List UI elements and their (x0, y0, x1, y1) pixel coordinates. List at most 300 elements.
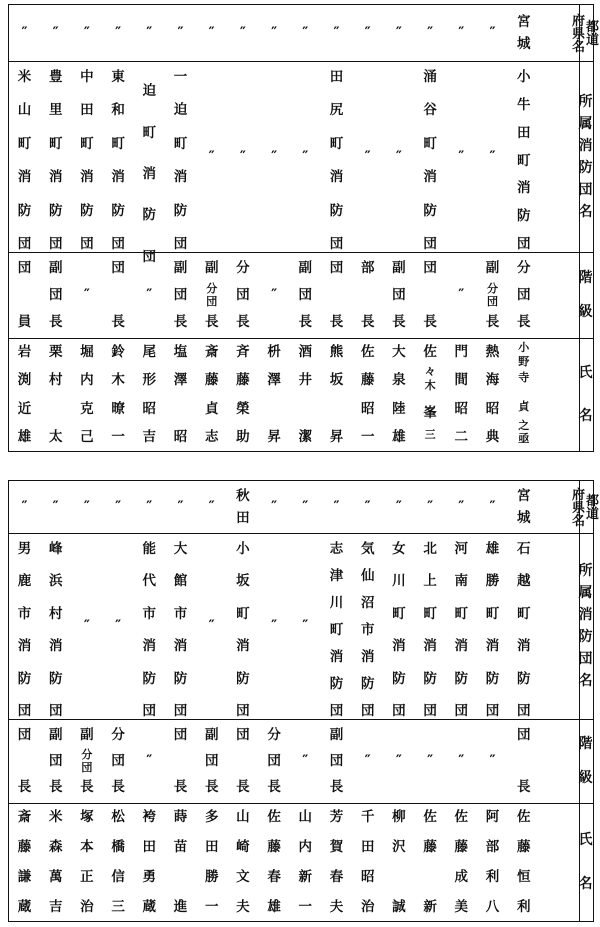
cell-char: 河 (454, 541, 469, 557)
cell-char: 坂 (236, 573, 250, 590)
header-pref-char: 都 (586, 20, 600, 35)
table-2 (8, 480, 600, 922)
ditto-mark: ″ (239, 148, 246, 165)
cell-char: 山 (17, 102, 32, 119)
cell-char: 町 (392, 605, 406, 622)
cell-char: 内 (80, 372, 94, 389)
header-unit-char: 団 (578, 181, 593, 198)
cell-char: 団 (48, 703, 63, 719)
cell-char: 町 (111, 135, 125, 152)
cell-char: 防 (423, 202, 437, 219)
ditto-mark: ″ (52, 25, 59, 41)
cell-char: 栗 (48, 344, 63, 360)
cell-char: 田 (236, 510, 250, 526)
cell-char: 昭 (142, 400, 157, 417)
cell-char: 副 (485, 260, 500, 276)
header-unit (579, 61, 592, 252)
cell-char: 防 (423, 670, 437, 687)
header-pref (571, 487, 600, 529)
cell-char: 昇 (267, 429, 281, 445)
cell-char: 佐 (516, 809, 531, 825)
cell-char: 消 (173, 169, 188, 186)
cell-char: 々 (424, 365, 436, 379)
cell-char: 松 (111, 809, 125, 825)
header-pref-char: 府 (571, 13, 585, 29)
cell-char: 団 (142, 703, 157, 719)
ditto-mark: ″ (115, 618, 122, 634)
cell-char: 団 (360, 703, 375, 719)
row-divider (9, 533, 593, 534)
cell-char: 団 (17, 236, 32, 252)
cell-char: 消 (516, 180, 531, 197)
cell-char: 長 (329, 314, 344, 330)
cell-char: 消 (423, 638, 437, 655)
cell-char: 川 (392, 573, 406, 590)
cell-char: 町 (48, 135, 63, 152)
cell-char: 利 (516, 899, 531, 915)
cell-char: 長 (111, 314, 125, 330)
header-unit-char: 属 (578, 585, 593, 601)
cell-char: 沢 (392, 839, 406, 855)
cell-char: 部 (360, 260, 375, 276)
ditto-mark: ″ (333, 499, 340, 515)
cell-char: 多 (204, 809, 219, 825)
header-name-char: 名 (578, 408, 593, 424)
cell-char: 山 (236, 809, 250, 825)
header-unit-char: 防 (578, 629, 593, 645)
cell-char: 田 (80, 102, 94, 119)
cell-char: 団 (329, 753, 344, 769)
ditto-mark: ″ (458, 148, 465, 165)
cell-char: 町 (173, 135, 188, 152)
cell-char: 長 (516, 314, 531, 330)
cell-char: 斉 (236, 344, 250, 360)
cell-char: 代 (142, 573, 157, 590)
header-unit-char: 防 (578, 159, 593, 176)
cell-char: 長 (173, 314, 188, 330)
cell-char: 春 (267, 869, 281, 885)
header-unit-char: 消 (578, 137, 593, 154)
header-pref-char: 県 (571, 26, 585, 42)
cell-char: 芳 (329, 809, 344, 825)
cell-char: 町 (142, 124, 157, 141)
cell-char: 阿 (485, 809, 500, 825)
cell-char: 助 (236, 429, 250, 445)
ditto-mark: ″ (271, 499, 278, 515)
cell-char: 和 (111, 102, 125, 119)
cell-char: 尾 (142, 344, 157, 360)
ditto-mark: ″ (115, 25, 122, 41)
cell-char: 克 (80, 400, 94, 417)
cell-char: 長 (329, 779, 344, 795)
cell-char: 木 (424, 379, 436, 393)
cell-char: 分 (206, 282, 218, 295)
cell-char: 吉 (142, 429, 157, 445)
cell-char: 気 (360, 541, 375, 557)
cell-char: 市 (360, 622, 375, 638)
cell-char: 長 (204, 314, 219, 330)
cell-char: 長 (48, 779, 63, 795)
header-unit-char: 属 (578, 115, 593, 132)
cell-char: 熱 (485, 344, 500, 360)
cell-char: 分 (236, 260, 250, 276)
cell-char: 昭 (485, 400, 500, 417)
cell-char: 防 (142, 670, 157, 687)
header-pref-char: 名 (571, 513, 585, 529)
cell-char: 団 (487, 295, 498, 308)
cell-char: 団 (516, 287, 531, 303)
cell-char: 塩 (173, 344, 188, 360)
cell-char: 小 (516, 69, 531, 85)
ditto-mark: ″ (115, 499, 122, 515)
ditto-mark: ″ (208, 25, 215, 41)
cell-char: 団 (423, 703, 437, 719)
cell-char: 崎 (236, 839, 250, 855)
ditto-mark: ″ (146, 499, 153, 515)
cell-char: 団 (206, 295, 218, 308)
cell-char: 町 (423, 135, 437, 152)
cell-char: 形 (142, 372, 157, 389)
cell-char: 三 (111, 899, 125, 915)
ditto-mark: ″ (489, 499, 496, 515)
ditto-mark: ″ (302, 499, 309, 515)
cell-char: 斎 (17, 809, 32, 825)
cell-char: 消 (173, 638, 188, 655)
cell-char: 昇 (329, 429, 344, 445)
cell-char: 柳 (392, 809, 406, 825)
cell-char: 防 (329, 202, 344, 219)
cell-char: 貞 (518, 399, 530, 413)
header-rank-char: 階 (578, 736, 593, 753)
cell-char: 団 (17, 260, 32, 276)
cell-char: 団 (204, 753, 219, 769)
cell-char: 分 (81, 748, 93, 761)
row-divider (9, 252, 593, 253)
ditto-mark: ″ (21, 25, 28, 41)
cell-char: 尻 (329, 102, 344, 119)
cell-char: 消 (17, 169, 32, 186)
cell-char: 団 (236, 287, 250, 303)
cell-char: 団 (329, 260, 344, 276)
cell-char: 佐 (423, 344, 437, 360)
cell-char: 間 (454, 372, 469, 389)
cell-char: 団 (392, 703, 406, 719)
cell-char: 副 (48, 727, 63, 743)
cell-char: 三 (424, 428, 436, 441)
cell-char: 雄 (485, 541, 500, 557)
cell-char: 団 (48, 287, 63, 303)
cell-char: 佐 (423, 809, 437, 825)
cell-char: 一 (173, 69, 188, 85)
ditto-mark: ″ (302, 25, 309, 41)
cell-char: 団 (298, 287, 313, 303)
cell-char: 消 (454, 638, 469, 655)
cell-char: 恒 (516, 869, 531, 885)
cell-char: 沼 (360, 595, 375, 611)
cell-char: 南 (454, 573, 469, 590)
cell-char: 利 (485, 869, 500, 885)
cell-char: 町 (516, 605, 531, 622)
cell-char: 賀 (329, 839, 344, 855)
cell-char: 村 (48, 605, 63, 622)
cell-char: 仙 (360, 568, 375, 584)
cell-char: 豊 (48, 69, 63, 85)
ditto-mark: ″ (489, 148, 496, 165)
cell-char: 治 (360, 899, 375, 915)
cell-char: 新 (423, 899, 437, 915)
cell-char: 団 (423, 260, 437, 276)
ditto-mark: ″ (489, 753, 496, 769)
ditto-mark: ″ (83, 618, 90, 634)
cell-char: 新 (298, 869, 313, 885)
cell-char: 成 (454, 869, 469, 885)
cell-char: 防 (454, 670, 469, 687)
cell-char: 団 (329, 236, 344, 252)
cell-char: 団 (80, 236, 94, 252)
cell-char: 消 (516, 638, 531, 655)
cell-char: 藤 (204, 372, 219, 389)
cell-char: 町 (423, 605, 437, 622)
cell-char: 米 (17, 69, 32, 85)
cell-char: 蔵 (142, 899, 157, 915)
cell-char: 長 (173, 779, 188, 795)
ditto-mark: ″ (52, 499, 59, 515)
cell-char: 団 (516, 703, 531, 719)
cell-char: 長 (392, 314, 406, 330)
cell-char: 消 (48, 638, 63, 655)
header-unit-char: 名 (578, 203, 593, 220)
cell-char: 岩 (17, 344, 32, 360)
ditto-mark: ″ (395, 148, 402, 165)
cell-char: 鈴 (111, 344, 125, 360)
cell-char: 春 (329, 869, 344, 885)
cell-char: 防 (485, 670, 500, 687)
cell-char: 田 (329, 69, 344, 85)
cell-char: 長 (48, 314, 63, 330)
cell-char: 団 (48, 753, 63, 769)
ditto-mark: ″ (208, 618, 215, 634)
table-1 (8, 4, 600, 452)
cell-char: 防 (142, 207, 157, 224)
ditto-mark: ″ (489, 25, 496, 41)
cell-char: 太 (48, 429, 63, 445)
ditto-mark: ″ (458, 287, 465, 303)
ditto-mark: ″ (239, 25, 246, 41)
ditto-mark: ″ (83, 287, 90, 303)
cell-char: 陸 (392, 400, 406, 417)
cell-char: 浜 (48, 573, 63, 590)
cell-char: 消 (392, 638, 406, 655)
header-name (579, 803, 592, 921)
cell-char: 男 (17, 541, 32, 557)
header-pref-line (572, 489, 585, 528)
cell-char: 団 (423, 236, 437, 252)
ditto-mark: ″ (302, 148, 309, 165)
cell-char: 市 (173, 605, 188, 622)
cell-char: 峯 (423, 404, 437, 421)
cell-char: 谷 (423, 102, 437, 119)
cell-char: 袴 (142, 809, 157, 825)
cell-char: 防 (111, 202, 125, 219)
cell-char: 大 (173, 541, 188, 557)
cell-char: 昭 (173, 429, 188, 445)
cell-char: 団 (516, 236, 531, 252)
cell-char: 榮 (236, 400, 250, 417)
cell-char: 町 (516, 152, 531, 169)
cell-char: 佐 (454, 809, 469, 825)
cell-char: 団 (17, 727, 32, 743)
cell-char: 防 (17, 202, 32, 219)
cell-char: 団 (267, 753, 281, 769)
cell-char: 消 (236, 638, 250, 655)
ditto-mark: ″ (271, 618, 278, 634)
cell-char: 副 (392, 260, 406, 276)
cell-char: 勝 (485, 573, 500, 590)
cell-char: 長 (236, 314, 250, 330)
header-unit-char: 消 (578, 607, 593, 623)
row-divider (9, 61, 593, 62)
row-divider (9, 719, 593, 720)
cell-char: 防 (173, 202, 188, 219)
cell-char: 木 (111, 372, 125, 389)
cell-char: 市 (142, 605, 157, 622)
cell-char: 謙 (17, 869, 32, 885)
cell-char: 防 (516, 208, 531, 225)
ditto-mark: ″ (21, 499, 28, 515)
cell-char: 分 (516, 260, 531, 276)
cell-char: 団 (236, 703, 250, 719)
cell-char: 消 (111, 169, 125, 186)
cell-char: 団 (142, 248, 157, 265)
cell-char: 米 (48, 809, 63, 825)
cell-char: 町 (485, 605, 500, 622)
header-name (579, 338, 592, 451)
cell-char: 枡 (267, 344, 281, 360)
cell-char: 副 (173, 260, 188, 276)
header-pref-char: 道 (586, 507, 600, 522)
cell-char: 小 (518, 341, 530, 354)
cell-char: 市 (17, 605, 32, 622)
cell-char: 能 (142, 541, 157, 557)
cell-char: 志 (329, 541, 344, 557)
cell-char: 団 (173, 703, 188, 719)
cell-char: 長 (516, 779, 531, 795)
cell-char: 消 (48, 169, 63, 186)
cell-char: 団 (111, 236, 125, 252)
cell-char: 藤 (360, 372, 375, 389)
cell-char: 小 (236, 541, 250, 557)
row-divider (9, 803, 593, 804)
cell-char: 一 (204, 899, 219, 915)
header-pref-char: 県 (571, 500, 585, 516)
header-rank-char: 級 (578, 304, 593, 320)
ditto-mark: ″ (302, 753, 309, 769)
cell-char: 副 (204, 727, 219, 743)
cell-char: 防 (236, 670, 250, 687)
cell-char: 長 (111, 779, 125, 795)
cell-char: 斎 (204, 344, 219, 360)
cell-char: 消 (360, 649, 375, 665)
cell-char: 橋 (111, 839, 125, 855)
cell-char: 田 (360, 839, 375, 855)
header-unit (579, 533, 592, 719)
header-name-char: 氏 (578, 831, 593, 848)
cell-char: 消 (485, 638, 500, 655)
cell-char: 団 (17, 703, 32, 719)
ditto-mark: ″ (208, 499, 215, 515)
cell-char: 美 (454, 899, 469, 915)
cell-char: 川 (329, 595, 344, 611)
ditto-mark: ″ (395, 25, 402, 41)
row-divider (9, 338, 593, 339)
cell-char: 夫 (236, 899, 250, 915)
cell-char: 藤 (236, 372, 250, 389)
cell-char: 暸 (111, 400, 125, 417)
cell-char: 千 (360, 809, 375, 825)
header-pref-char: 道 (586, 33, 600, 48)
ditto-mark: ″ (146, 287, 153, 303)
ditto-mark: ″ (271, 287, 278, 303)
cell-char: 渕 (17, 372, 32, 389)
cell-char: 信 (111, 869, 125, 885)
cell-char: 澤 (267, 372, 281, 389)
cell-char: 宮 (516, 488, 531, 504)
header-unit-char: 所 (578, 93, 593, 110)
cell-char: 一 (360, 429, 375, 445)
cell-char: 進 (173, 899, 188, 915)
cell-char: 副 (80, 727, 94, 743)
cell-char: 峰 (48, 541, 63, 557)
header-rank-char: 級 (578, 769, 593, 786)
cell-char: 長 (485, 314, 500, 330)
ditto-mark: ″ (364, 25, 371, 41)
header-rank-char: 階 (578, 270, 593, 286)
cell-char: 萬 (48, 869, 63, 885)
cell-char: 東 (111, 69, 125, 85)
cell-char: 長 (80, 779, 94, 795)
cell-char: 誠 (392, 899, 406, 915)
ditto-mark: ″ (177, 499, 184, 515)
cell-char: 防 (48, 670, 63, 687)
cell-char: 二 (454, 429, 469, 445)
cell-char: 勝 (204, 869, 219, 885)
cell-char: 団 (454, 703, 469, 719)
cell-char: 長 (298, 314, 313, 330)
cell-char: 副 (298, 260, 313, 276)
cell-char: 分 (267, 727, 281, 743)
cell-char: 藤 (267, 839, 281, 855)
header-name-char: 名 (578, 876, 593, 893)
cell-char: 蔵 (17, 899, 32, 915)
cell-char: 田 (204, 839, 219, 855)
cell-char: 田 (516, 124, 531, 141)
cell-char: 消 (80, 169, 94, 186)
cell-char: 泉 (392, 372, 406, 389)
cell-char: 藤 (17, 839, 32, 855)
cell-char: 防 (173, 670, 188, 687)
ditto-mark: ″ (395, 753, 402, 769)
header-unit-char: 団 (578, 651, 593, 667)
cell-char: 志 (204, 429, 219, 445)
cell-char: 部 (485, 839, 500, 855)
cell-char: 副 (48, 260, 63, 276)
cell-char: 昭 (454, 400, 469, 417)
cell-char: 防 (516, 670, 531, 687)
cell-char: 坂 (329, 372, 344, 389)
cell-char: 消 (142, 165, 157, 182)
cell-char: 村 (48, 372, 63, 389)
cell-char: 澤 (173, 372, 188, 389)
